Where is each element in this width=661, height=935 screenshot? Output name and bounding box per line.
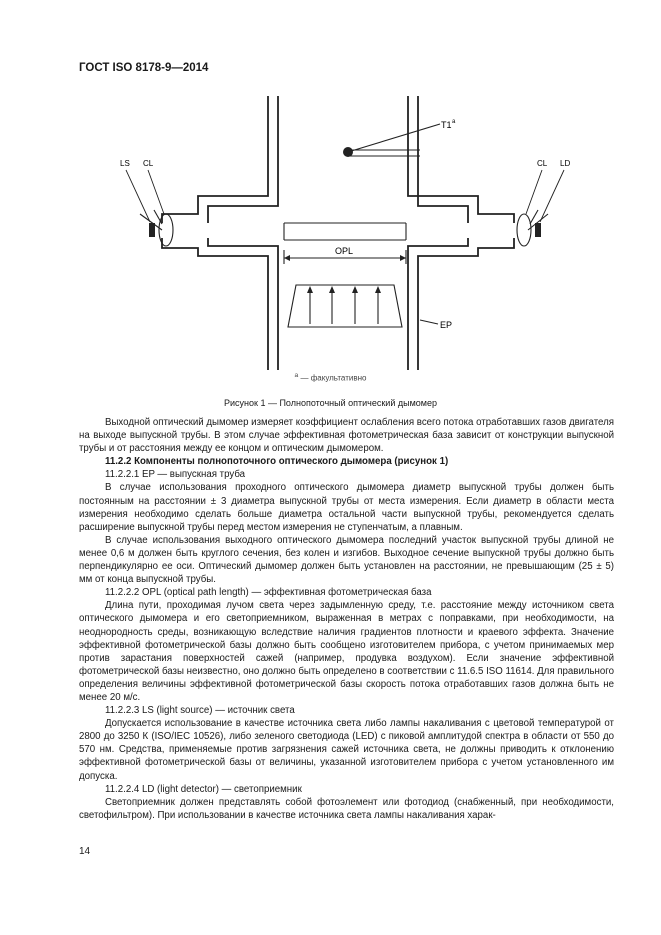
label-ls: LS xyxy=(120,159,130,168)
section-heading: 11.2.2 Компоненты полнопоточного оптического дымомера (рисунок 1) xyxy=(105,456,449,468)
document-header: ГОСТ ISO 8178-9—2014 xyxy=(79,62,209,74)
label-t1: T1 xyxy=(441,120,452,130)
figure-footnote xyxy=(0,372,661,383)
footnote-text: — факультативно xyxy=(298,373,367,383)
page-number: 14 xyxy=(79,846,91,857)
label-cl-right: CL xyxy=(537,159,548,168)
paragraph: 11.2.2.2 OPL (optical path length) — эффективная фотометрическая база xyxy=(105,587,432,599)
paragraph: 11.2.2.1 EP — выпускная труба xyxy=(105,469,246,481)
label-opl: OPL xyxy=(335,246,354,256)
label-t1-sup: a xyxy=(452,119,456,125)
paragraph: Допускается использование в качестве источника света либо лампы накаливания с цветовой температурой от 2800 до 3250 К (ISO/IEC 10526), либо зеленого светодиода (LED) с пиковой амплитудой спектра в области от 550 до 570 нм. Средства, применяемые против загрязнения сажей источника света, не должны приводить к отклонению эффективной фотометрической базы от величины, указанной изготовителем прибора с учетом установленного им допуска. xyxy=(79,718,614,782)
paragraph: Светоприемник должен представлять собой фотоэлемент или фотодиод (снабженный, при необходимости, светофильтром). При использовании в качестве источника света лампы накаливания харак- xyxy=(79,796,614,821)
smoke-meter-diagram xyxy=(110,92,580,392)
paragraph: Длина пути, проходимая лучом света через задымленную среду, т.е. расстояние между источником света оптического дымомера и его светоприемником, выраженная в метрах с поправками, при необходимости, на неоднородность среды, возникающую вследствие наличия градиентов плотности и краевого эффекта. Значение эффективной фотометрической базы должно быть сообщено изготовителем прибора, с учетом принимаемых мер против зарастания поверхностей сажей (например, продувка воздухом). Если значение эффективной фотометрической базы неизвестно, оно должно быть определено в соответствии с 11.6.5 ISO 11614. Для правильного определения величины эффективной фотометрической базы скорость потока отработавших газов должна быть не менее 20 м/с. xyxy=(79,600,614,703)
figure-caption: Рисунок 1 — Полнопоточный оптический дымомер xyxy=(224,398,437,408)
paragraph: Выходной оптический дымомер измеряет коэффициент ослабления всего потока отработавших газов двигателя на выходе выпускной трубы. В этом случае эффективная фотометрическая база зависит от конструкции выпускной трубы и от расстояния между ее концом и оптическим дымомером. xyxy=(79,417,614,455)
paragraph: 11.2.2.4 LD (light detector) — светоприемник xyxy=(105,783,302,795)
label-cl-left: CL xyxy=(143,159,154,168)
label-ld: LD xyxy=(560,159,571,168)
footnote-marker: a xyxy=(294,372,299,379)
paragraph: В случае использования выходного оптического дымомера последний участок выпускной трубы длиной не менее 0,6 м должен быть круглого сечения, без колен и изгибов. Выходное сечение выпускной трубы должно быть перпендикулярно ее оси. Оптический дымомер должен быть установлен на расстоянии, не превышающим (25 ± 5) мм от конца выпускной трубы. xyxy=(79,534,614,586)
label-ep: EP xyxy=(440,320,453,330)
paragraph: В случае использования проходного оптического дымомера диаметр выпускной трубы должен быть постоянным на расстоянии ± 3 диаметра выпускной трубы от места измерения. Если диаметр в области места измерения необходимо сделать больше диаметра остальной части выпускной трубы, рекомендуется сделать расширение выпускной трубы перед местом измерения не ступенчатым, а плавным. xyxy=(79,482,614,533)
body-text xyxy=(79,416,614,822)
paragraph: 11.2.2.3 LS (light source) — источник света xyxy=(105,705,295,717)
